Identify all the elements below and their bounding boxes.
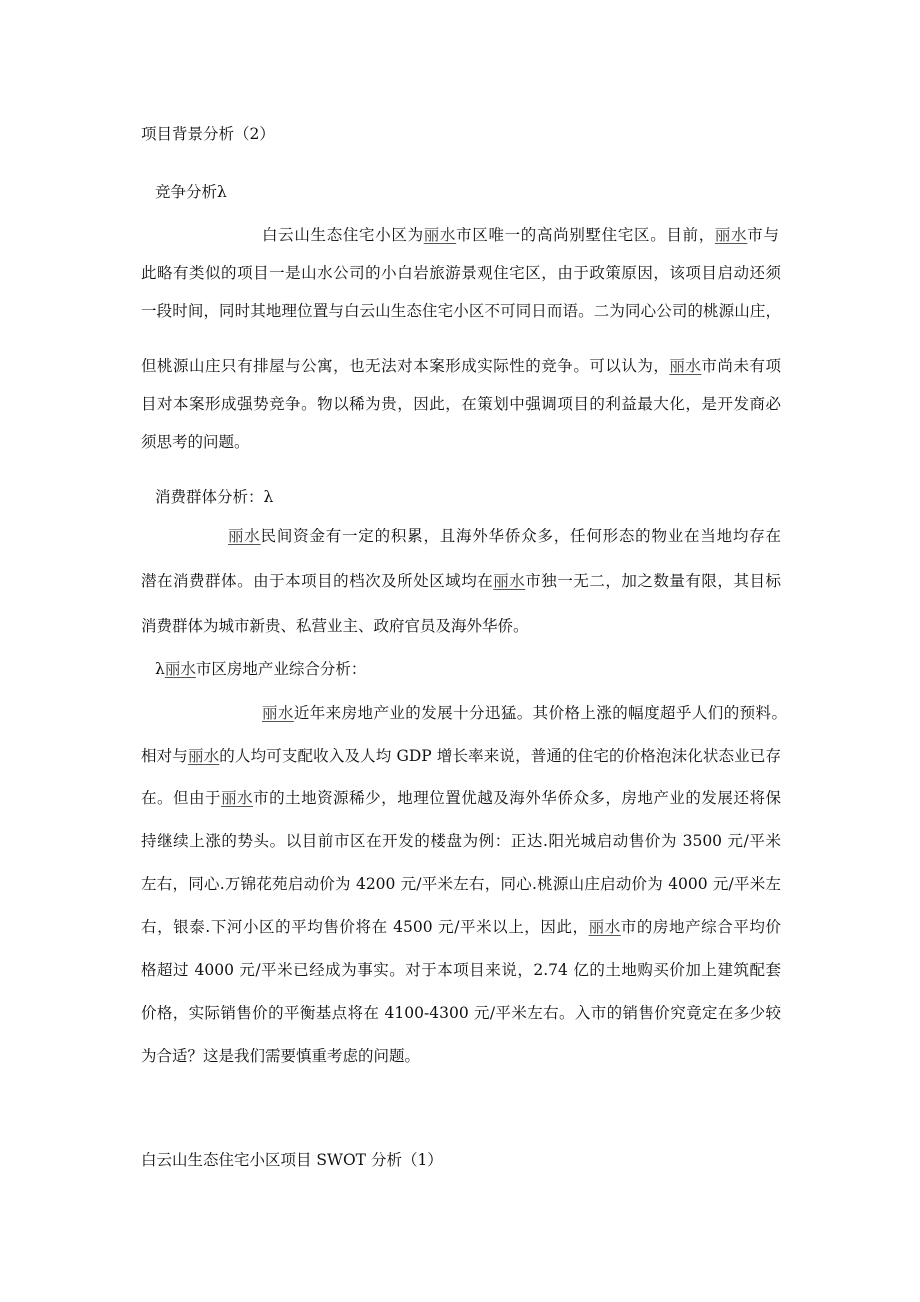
keyword-lishui-link[interactable]: 丽水: [164, 660, 196, 678]
keyword-lishui-link[interactable]: 丽水: [588, 918, 621, 936]
keyword-lishui-link[interactable]: 丽水: [228, 527, 261, 545]
keyword-lishui-link[interactable]: 丽水: [669, 357, 702, 375]
keyword-lishui-link[interactable]: 丽水: [221, 789, 254, 807]
subheading-realestate: λ丽水市区房地产业综合分析：: [155, 660, 367, 678]
section-heading-background: 项目背景分析（2）: [141, 125, 275, 143]
keyword-lishui-link[interactable]: 丽水: [423, 226, 457, 244]
realestate-line-5: 左右，同心.万锦花苑启动价为 4200 元/平米左右，同心.桃源山庄启动价为 4000 元/平米左: [141, 875, 781, 893]
consumers-line-2: 潜在消费群体。由于本项目的档次及所处区域均在丽水市独一无二，加之数量有限，其目标: [141, 572, 781, 590]
keyword-lishui-link[interactable]: 丽水: [714, 226, 748, 244]
realestate-line-6: 右，银泰.下河小区的平均售价将在 4500 元/平米以上，因此，丽水市的房地产综合平均价: [141, 918, 781, 936]
competition-line-1: 白云山生态住宅小区为丽水市区唯一的高尚别墅住宅区。目前，丽水市与: [262, 226, 779, 244]
competition-line-2: 此略有类似的项目一是山水公司的小白岩旅游景观住宅区，由于政策原因，该项目启动还须: [141, 264, 781, 282]
realestate-line-3: 在。但由于丽水市的土地资源稀少，地理位置优越及海外华侨众多，房地产业的发展还将保: [141, 789, 781, 807]
competition-line-4: 但桃源山庄只有排屋与公寓，也无法对本案形成实际性的竞争。可以认为，丽水市尚未有项: [141, 357, 781, 375]
realestate-line-7: 格超过 4000 元/平米已经成为事实。对于本项目来说，2.74 亿的土地购买价加上建筑配套: [141, 961, 781, 979]
subheading-competition: 竞争分析λ: [155, 183, 227, 201]
section-heading-swot: 白云山生态住宅小区项目 SWOT 分析（1）: [141, 1151, 443, 1169]
consumers-line-1: 丽水民间资金有一定的积累，且海外华侨众多，任何形态的物业在当地均存在: [228, 527, 781, 545]
subheading-consumers: 消费群体分析：λ: [155, 488, 274, 506]
realestate-line-9: 为合适？这是我们需要慎重考虑的问题。: [141, 1047, 421, 1065]
keyword-lishui-link[interactable]: 丽水: [493, 572, 526, 590]
realestate-line-1: 丽水近年来房地产业的发展十分迅猛。其价格上涨的幅度超乎人们的预料。: [262, 704, 787, 722]
keyword-lishui-link[interactable]: 丽水: [187, 747, 220, 765]
keyword-lishui-link[interactable]: 丽水: [262, 704, 294, 722]
competition-line-5: 目对本案形成强势竞争。物以稀为贵，因此，在策划中强调项目的利益最大化，是开发商必: [141, 395, 781, 413]
realestate-line-8: 价格，实际销售价的平衡基点将在 4100-4300 元/平米左右。入市的销售价究竟定在多少较: [141, 1004, 781, 1022]
realestate-line-2: 相对与丽水的人均可支配收入及人均 GDP 增长率来说，普通的住宅的价格泡沫化状态业已存: [141, 747, 781, 765]
competition-line-3: 一段时间，同时其地理位置与白云山生态住宅小区不可同日而语。二为同心公司的桃源山庄，: [141, 302, 781, 320]
realestate-line-4: 持继续上涨的势头。以目前市区在开发的楼盘为例：正达.阳光城启动售价为 3500 元/平米: [141, 832, 781, 850]
consumers-line-3: 消费群体为城市新贵、私营业主、政府官员及海外华侨。: [141, 617, 529, 635]
competition-line-6: 须思考的问题。: [141, 433, 250, 451]
